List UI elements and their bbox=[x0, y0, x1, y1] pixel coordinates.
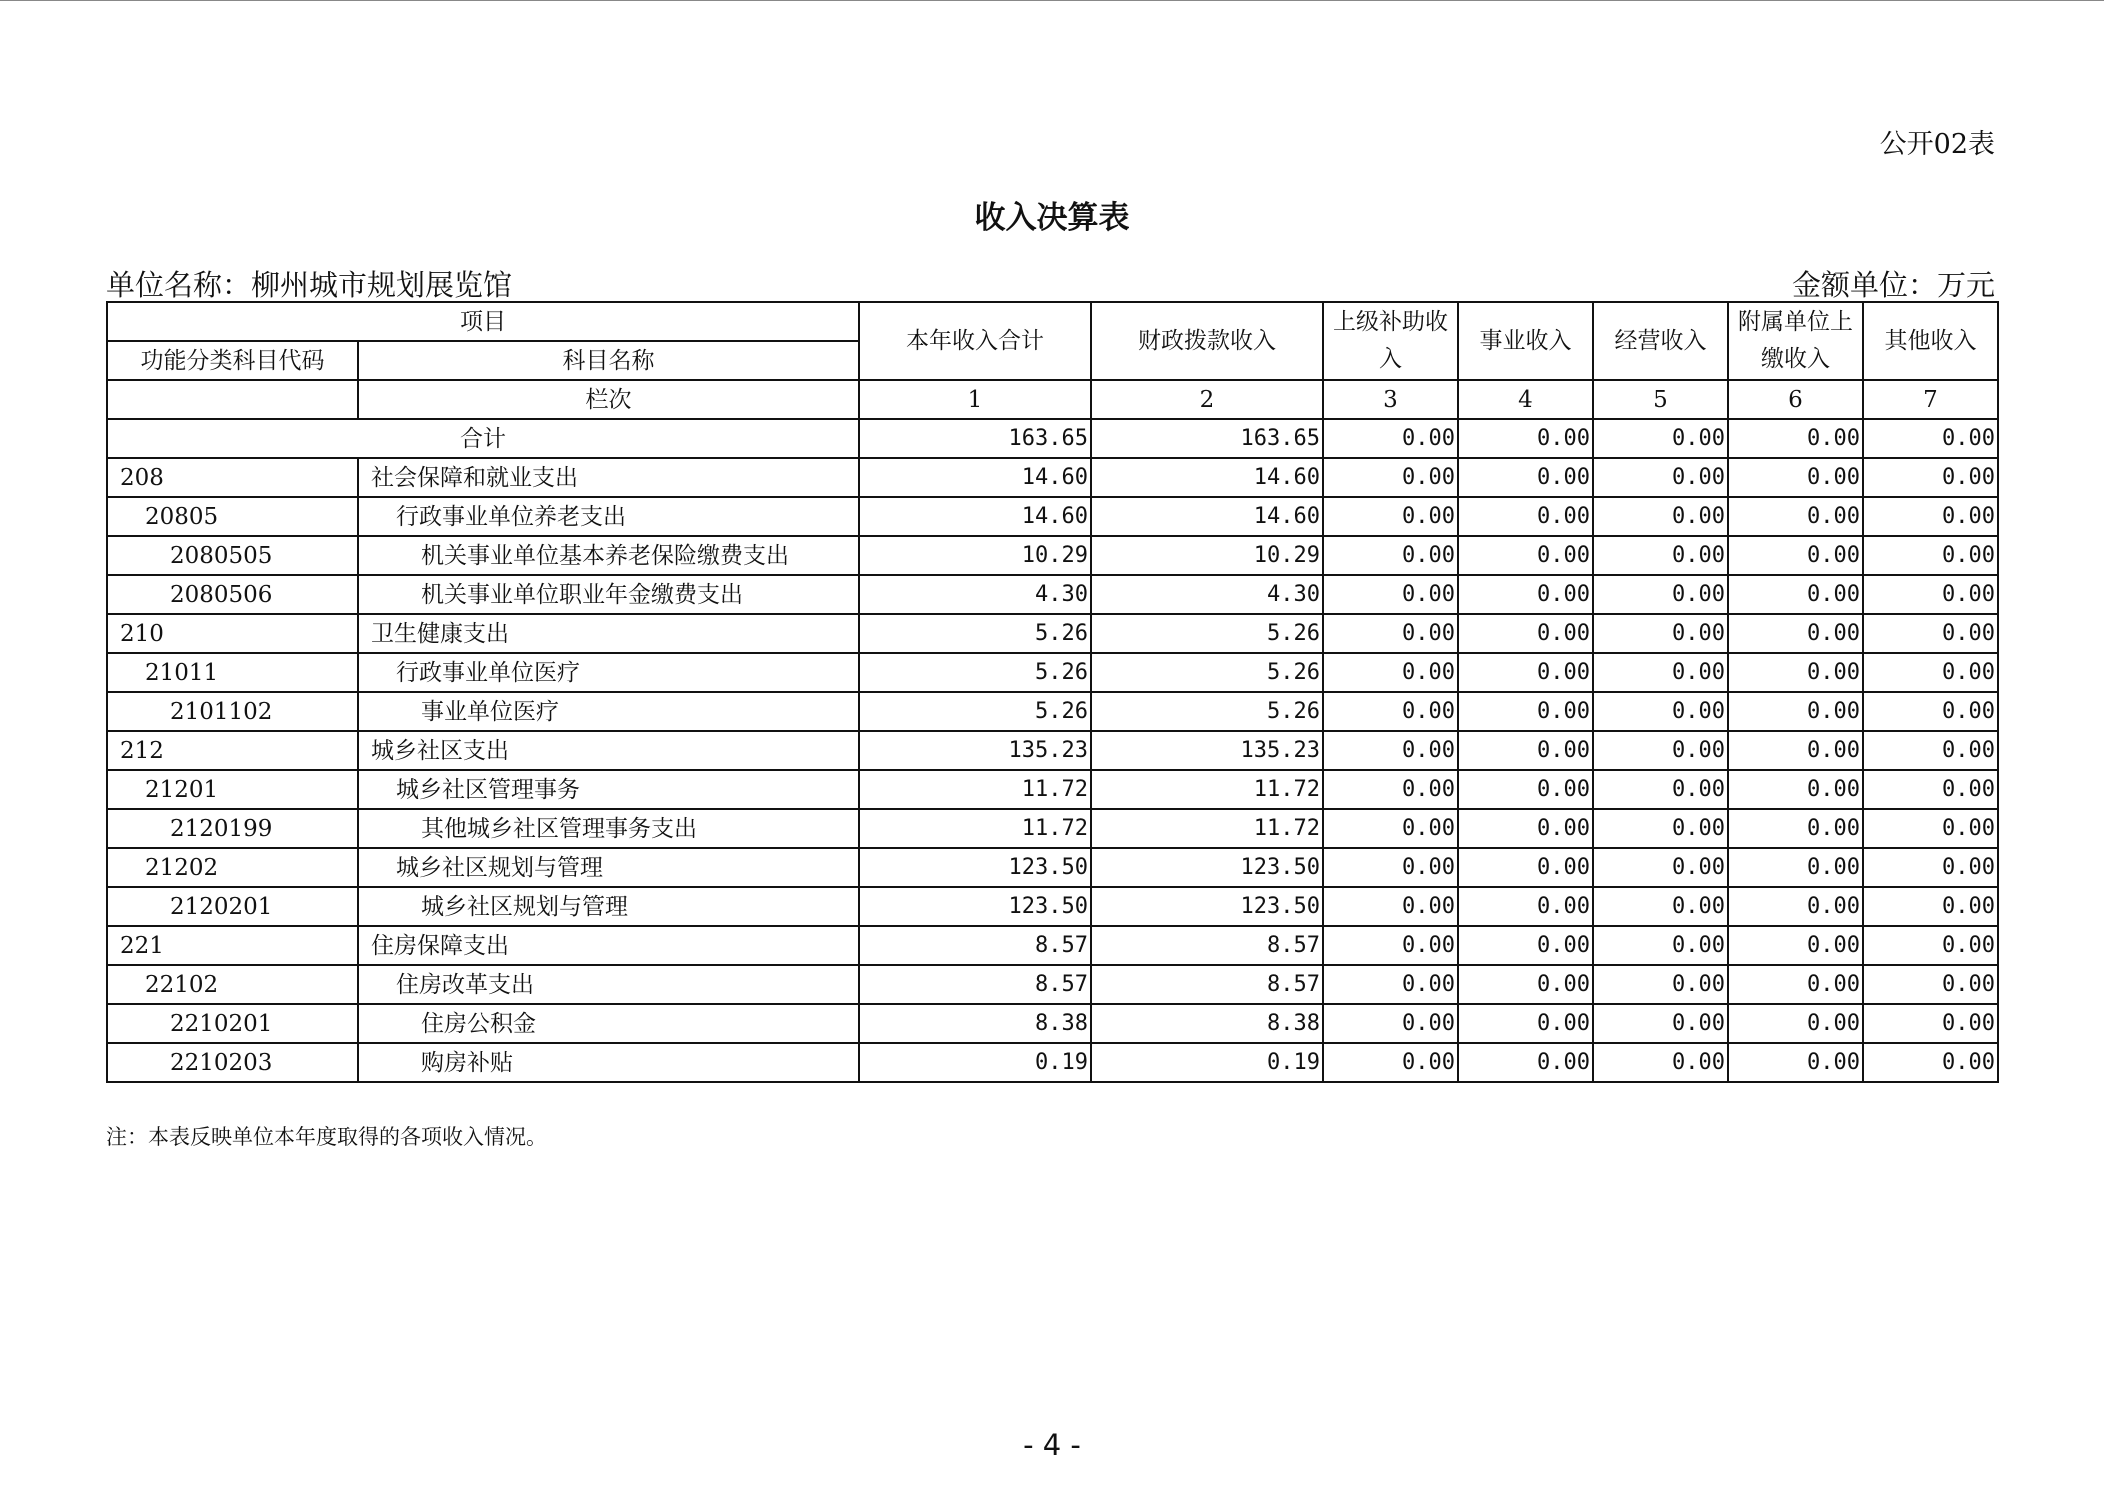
column-number: 7 bbox=[1863, 380, 1998, 419]
subject-name: 事业单位医疗 bbox=[358, 692, 859, 731]
income-table bbox=[106, 301, 1999, 1083]
subject-code: 2210201 bbox=[107, 1004, 358, 1043]
table-row bbox=[107, 965, 1998, 1004]
subject-name: 城乡社区规划与管理 bbox=[358, 848, 859, 887]
table-row bbox=[107, 848, 1998, 887]
amount-cell: 0.00 bbox=[1863, 770, 1998, 809]
amount-cell: 0.00 bbox=[1323, 926, 1458, 965]
amount-cell: 0.00 bbox=[1593, 809, 1728, 848]
table-row bbox=[107, 692, 1998, 731]
amount-cell: 0.00 bbox=[1458, 809, 1593, 848]
amount-cell: 8.38 bbox=[1091, 1004, 1323, 1043]
header-code: 功能分类科目代码 bbox=[107, 341, 358, 380]
table-row bbox=[107, 809, 1998, 848]
amount-cell: 11.72 bbox=[1091, 770, 1323, 809]
column-number: 6 bbox=[1728, 380, 1863, 419]
amount-cell: 11.72 bbox=[1091, 809, 1323, 848]
amount-cell: 4.30 bbox=[1091, 575, 1323, 614]
header-name: 科目名称 bbox=[358, 341, 859, 380]
table-row bbox=[107, 497, 1998, 536]
total-row bbox=[107, 419, 1998, 458]
amount-cell: 0.00 bbox=[1728, 458, 1863, 497]
amount-cell: 0.00 bbox=[1863, 458, 1998, 497]
amount-unit: 金额单位：万元 bbox=[1791, 268, 1995, 302]
total-value: 0.00 bbox=[1458, 419, 1593, 458]
amount-cell: 0.00 bbox=[1593, 614, 1728, 653]
amount-cell: 11.72 bbox=[859, 809, 1091, 848]
table-row bbox=[107, 770, 1998, 809]
subject-code: 22102 bbox=[107, 965, 358, 1004]
amount-cell: 0.00 bbox=[1458, 653, 1593, 692]
header-col-business: 事业收入 bbox=[1458, 302, 1593, 380]
amount-cell: 8.57 bbox=[859, 965, 1091, 1004]
amount-cell: 0.00 bbox=[1323, 848, 1458, 887]
header-col-subsidiary: 附属单位上缴收入 bbox=[1728, 302, 1863, 380]
subject-name: 机关事业单位基本养老保险缴费支出 bbox=[358, 536, 859, 575]
amount-cell: 0.00 bbox=[1323, 614, 1458, 653]
total-value: 163.65 bbox=[859, 419, 1091, 458]
subject-code: 2120199 bbox=[107, 809, 358, 848]
header-project: 项目 bbox=[107, 302, 859, 341]
unit-name: 单位名称：柳州城市规划展览馆 bbox=[106, 268, 513, 302]
table-note: 注：本表反映单位本年度取得的各项收入情况。 bbox=[106, 1125, 547, 1149]
column-number: 5 bbox=[1593, 380, 1728, 419]
amount-cell: 0.00 bbox=[1323, 653, 1458, 692]
amount-cell: 0.00 bbox=[1458, 497, 1593, 536]
amount-cell: 5.26 bbox=[859, 692, 1091, 731]
amount-cell: 0.00 bbox=[1593, 770, 1728, 809]
amount-cell: 14.60 bbox=[1091, 497, 1323, 536]
amount-cell: 135.23 bbox=[859, 731, 1091, 770]
amount-cell: 0.00 bbox=[1458, 536, 1593, 575]
amount-cell: 0.00 bbox=[1593, 1004, 1728, 1043]
amount-cell: 0.00 bbox=[1458, 575, 1593, 614]
amount-cell: 0.00 bbox=[1458, 770, 1593, 809]
amount-cell: 0.00 bbox=[1593, 458, 1728, 497]
amount-cell: 123.50 bbox=[859, 848, 1091, 887]
amount-cell: 0.00 bbox=[1593, 692, 1728, 731]
amount-cell: 123.50 bbox=[1091, 887, 1323, 926]
table-row bbox=[107, 458, 1998, 497]
top-border-line bbox=[0, 0, 2104, 1]
amount-cell: 0.00 bbox=[1593, 497, 1728, 536]
amount-cell: 8.57 bbox=[1091, 926, 1323, 965]
amount-cell: 0.00 bbox=[1593, 926, 1728, 965]
subject-name: 城乡社区支出 bbox=[358, 731, 859, 770]
amount-cell: 8.57 bbox=[1091, 965, 1323, 1004]
amount-cell: 0.00 bbox=[1863, 1043, 1998, 1082]
amount-cell: 0.00 bbox=[1323, 770, 1458, 809]
subject-code: 20805 bbox=[107, 497, 358, 536]
amount-cell: 4.30 bbox=[859, 575, 1091, 614]
column-number: 4 bbox=[1458, 380, 1593, 419]
total-value: 0.00 bbox=[1863, 419, 1998, 458]
subject-code: 221 bbox=[107, 926, 358, 965]
column-number: 3 bbox=[1323, 380, 1458, 419]
amount-cell: 0.00 bbox=[1458, 731, 1593, 770]
amount-cell: 0.00 bbox=[1323, 575, 1458, 614]
column-number-row bbox=[107, 380, 1998, 419]
amount-cell: 0.00 bbox=[1728, 926, 1863, 965]
amount-cell: 0.00 bbox=[1863, 926, 1998, 965]
amount-cell: 0.00 bbox=[1863, 848, 1998, 887]
amount-cell: 0.00 bbox=[1863, 575, 1998, 614]
column-number-blank bbox=[107, 380, 358, 419]
amount-cell: 0.00 bbox=[1323, 731, 1458, 770]
amount-cell: 0.00 bbox=[1323, 887, 1458, 926]
subject-name: 行政事业单位医疗 bbox=[358, 653, 859, 692]
amount-cell: 135.23 bbox=[1091, 731, 1323, 770]
amount-cell: 0.00 bbox=[1863, 965, 1998, 1004]
subject-name: 机关事业单位职业年金缴费支出 bbox=[358, 575, 859, 614]
amount-cell: 0.00 bbox=[1323, 1043, 1458, 1082]
amount-cell: 0.00 bbox=[1728, 653, 1863, 692]
header-row-1 bbox=[107, 302, 1998, 341]
subject-code: 2120201 bbox=[107, 887, 358, 926]
amount-cell: 123.50 bbox=[859, 887, 1091, 926]
table-row bbox=[107, 1004, 1998, 1043]
amount-cell: 5.26 bbox=[859, 653, 1091, 692]
amount-cell: 0.00 bbox=[1458, 965, 1593, 1004]
report-title: 收入决算表 bbox=[974, 200, 1130, 236]
table-row bbox=[107, 614, 1998, 653]
amount-cell: 10.29 bbox=[859, 536, 1091, 575]
amount-cell: 10.29 bbox=[1091, 536, 1323, 575]
amount-cell: 0.00 bbox=[1728, 575, 1863, 614]
amount-cell: 0.00 bbox=[1863, 497, 1998, 536]
amount-cell: 0.00 bbox=[1863, 692, 1998, 731]
subject-name: 购房补贴 bbox=[358, 1043, 859, 1082]
table-row bbox=[107, 536, 1998, 575]
total-label: 合计 bbox=[107, 419, 859, 458]
amount-cell: 0.00 bbox=[1593, 536, 1728, 575]
amount-cell: 5.26 bbox=[1091, 692, 1323, 731]
amount-cell: 0.19 bbox=[1091, 1043, 1323, 1082]
subject-name: 住房保障支出 bbox=[358, 926, 859, 965]
form-number: 公开02表 bbox=[1879, 129, 1995, 160]
amount-cell: 0.00 bbox=[1728, 809, 1863, 848]
amount-cell: 0.00 bbox=[1458, 458, 1593, 497]
page-number: - 4 - bbox=[1023, 1428, 1081, 1462]
amount-cell: 0.00 bbox=[1728, 848, 1863, 887]
header-col-superior: 上级补助收入 bbox=[1323, 302, 1458, 380]
header-col-fiscal: 财政拨款收入 bbox=[1091, 302, 1323, 380]
subject-code: 2080506 bbox=[107, 575, 358, 614]
amount-cell: 0.00 bbox=[1458, 848, 1593, 887]
subject-code: 2101102 bbox=[107, 692, 358, 731]
subject-code: 2210203 bbox=[107, 1043, 358, 1082]
amount-cell: 0.00 bbox=[1863, 536, 1998, 575]
subject-name: 其他城乡社区管理事务支出 bbox=[358, 809, 859, 848]
amount-cell: 8.57 bbox=[859, 926, 1091, 965]
amount-cell: 0.00 bbox=[1458, 887, 1593, 926]
amount-cell: 11.72 bbox=[859, 770, 1091, 809]
amount-cell: 0.00 bbox=[1593, 887, 1728, 926]
amount-cell: 0.00 bbox=[1728, 497, 1863, 536]
amount-cell: 0.00 bbox=[1728, 731, 1863, 770]
amount-cell: 0.00 bbox=[1323, 692, 1458, 731]
subject-code: 210 bbox=[107, 614, 358, 653]
amount-cell: 14.60 bbox=[859, 458, 1091, 497]
amount-cell: 0.00 bbox=[1728, 965, 1863, 1004]
subject-code: 2080505 bbox=[107, 536, 358, 575]
amount-cell: 0.00 bbox=[1323, 809, 1458, 848]
subject-name: 行政事业单位养老支出 bbox=[358, 497, 859, 536]
table-row bbox=[107, 731, 1998, 770]
amount-cell: 0.00 bbox=[1323, 458, 1458, 497]
amount-cell: 0.00 bbox=[1863, 887, 1998, 926]
table-row bbox=[107, 887, 1998, 926]
amount-cell: 5.26 bbox=[1091, 653, 1323, 692]
amount-cell: 0.00 bbox=[1458, 1004, 1593, 1043]
amount-cell: 0.00 bbox=[1323, 536, 1458, 575]
amount-cell: 0.00 bbox=[1593, 731, 1728, 770]
amount-cell: 0.00 bbox=[1728, 770, 1863, 809]
subject-code: 21202 bbox=[107, 848, 358, 887]
amount-cell: 0.00 bbox=[1593, 848, 1728, 887]
column-number: 2 bbox=[1091, 380, 1323, 419]
subject-code: 208 bbox=[107, 458, 358, 497]
amount-cell: 5.26 bbox=[1091, 614, 1323, 653]
amount-cell: 0.00 bbox=[1323, 1004, 1458, 1043]
amount-cell: 8.38 bbox=[859, 1004, 1091, 1043]
amount-cell: 0.00 bbox=[1728, 1043, 1863, 1082]
subject-code: 21011 bbox=[107, 653, 358, 692]
amount-cell: 0.00 bbox=[1863, 653, 1998, 692]
amount-cell: 14.60 bbox=[859, 497, 1091, 536]
header-col-other: 其他收入 bbox=[1863, 302, 1998, 380]
header-col-total: 本年收入合计 bbox=[859, 302, 1091, 380]
subject-name: 住房改革支出 bbox=[358, 965, 859, 1004]
total-value: 163.65 bbox=[1091, 419, 1323, 458]
column-number-label: 栏次 bbox=[358, 380, 859, 419]
amount-cell: 0.00 bbox=[1863, 809, 1998, 848]
amount-cell: 0.19 bbox=[859, 1043, 1091, 1082]
amount-cell: 0.00 bbox=[1728, 536, 1863, 575]
amount-cell: 0.00 bbox=[1863, 731, 1998, 770]
subject-code: 212 bbox=[107, 731, 358, 770]
amount-cell: 0.00 bbox=[1323, 965, 1458, 1004]
table-row bbox=[107, 926, 1998, 965]
subject-name: 住房公积金 bbox=[358, 1004, 859, 1043]
amount-cell: 123.50 bbox=[1091, 848, 1323, 887]
amount-cell: 0.00 bbox=[1323, 497, 1458, 536]
subject-name: 社会保障和就业支出 bbox=[358, 458, 859, 497]
table-row bbox=[107, 575, 1998, 614]
subject-name: 卫生健康支出 bbox=[358, 614, 859, 653]
amount-cell: 0.00 bbox=[1458, 614, 1593, 653]
total-value: 0.00 bbox=[1323, 419, 1458, 458]
amount-cell: 0.00 bbox=[1728, 614, 1863, 653]
amount-cell: 0.00 bbox=[1593, 965, 1728, 1004]
amount-cell: 0.00 bbox=[1863, 1004, 1998, 1043]
total-value: 0.00 bbox=[1728, 419, 1863, 458]
amount-cell: 0.00 bbox=[1728, 887, 1863, 926]
subject-name: 城乡社区管理事务 bbox=[358, 770, 859, 809]
amount-cell: 0.00 bbox=[1458, 692, 1593, 731]
amount-cell: 5.26 bbox=[859, 614, 1091, 653]
amount-cell: 0.00 bbox=[1458, 1043, 1593, 1082]
amount-cell: 0.00 bbox=[1593, 653, 1728, 692]
header-col-operating: 经营收入 bbox=[1593, 302, 1728, 380]
table-row bbox=[107, 1043, 1998, 1082]
column-number: 1 bbox=[859, 380, 1091, 419]
total-value: 0.00 bbox=[1593, 419, 1728, 458]
subject-code: 21201 bbox=[107, 770, 358, 809]
table-row bbox=[107, 653, 1998, 692]
amount-cell: 14.60 bbox=[1091, 458, 1323, 497]
amount-cell: 0.00 bbox=[1728, 1004, 1863, 1043]
amount-cell: 0.00 bbox=[1593, 575, 1728, 614]
amount-cell: 0.00 bbox=[1458, 926, 1593, 965]
amount-cell: 0.00 bbox=[1863, 614, 1998, 653]
subject-name: 城乡社区规划与管理 bbox=[358, 887, 859, 926]
amount-cell: 0.00 bbox=[1728, 692, 1863, 731]
amount-cell: 0.00 bbox=[1593, 1043, 1728, 1082]
